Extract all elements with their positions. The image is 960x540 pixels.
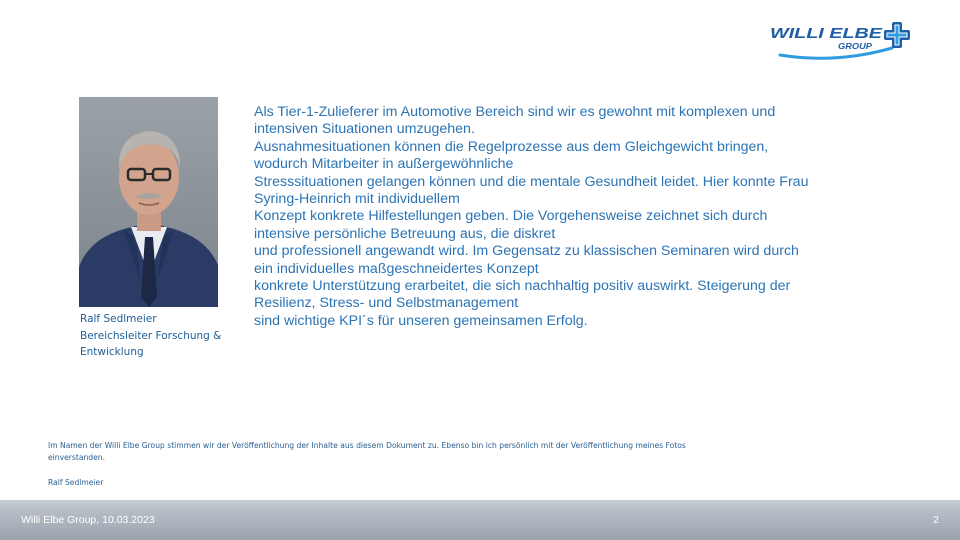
testimonial-line: sind wichtige KPI´s für unseren gemeinsamen Erfolg. [254,312,588,329]
logo-sub: GROUP [838,42,873,51]
company-logo [766,18,916,62]
testimonial-line: intensive persönliche Betreuung aus, die diskret [254,225,556,242]
portrait-caption [80,311,240,361]
testimonial-line: Resilienz, Stress- und Selbstmanagement [254,295,519,312]
testimonial-line: konkrete Unterstützung erarbeitet, die sich nachhaltig positiv auswirkt. Steigerung der [254,278,791,295]
footer-bar [0,500,960,540]
person-title-line-1: Bereichsleiter Forschung & [80,329,222,342]
testimonial-line: Als Tier-1-Zulieferer im Automotive Bereich sind wir es gewohnt mit komplexen und [254,104,776,120]
logo-cross-icon [884,22,910,48]
person-title-line-2: Entwicklung [80,346,144,358]
consent-line-1: Im Namen der Willi Elbe Group stimmen wir der Veröffentlichung der Inhalte aus diesem Dokument zu. Ebenso bin ich persönlich mit der Veröffentlichung meines Fotos [48,441,686,450]
logo-brand: WILLI ELBE [770,25,884,42]
consent-statement [48,440,808,489]
testimonial-line: Ausnahmesituationen können die Regelprozesse aus dem Gleichgewicht bringen, [254,138,769,155]
consent-line-2: einverstanden. [48,453,106,462]
testimonial-line: wodurch Mitarbeiter in außergewöhnliche [254,156,514,173]
testimonial-line: Syring-Heinrich mit individuellem [254,191,460,208]
portrait-photo [79,97,218,307]
footer-company-date: Willi Elbe Group, 10.03.2023 [21,514,155,526]
page-number: 2 [933,514,939,526]
testimonial-line: ein individuelles maßgeschneidertes Konzept [254,260,539,277]
testimonial-line: intensiven Situationen umzugehen. [254,121,475,138]
testimonial-text [254,104,844,330]
person-name: Ralf Sedlmeier [80,313,157,325]
testimonial-line: Konzept konkrete Hilfestellungen geben. Die Vorgehensweise zeichnet sich durch [254,208,768,225]
consent-signature: Ralf Sedlmeier [48,478,104,487]
testimonial-line: und professionell angewandt wird. Im Gegensatz zu klassischen Seminaren wird durch [254,243,799,260]
testimonial-line: Stresssituationen gelangen können und die mentale Gesundheit leidet. Hier konnte Frau [254,173,809,190]
